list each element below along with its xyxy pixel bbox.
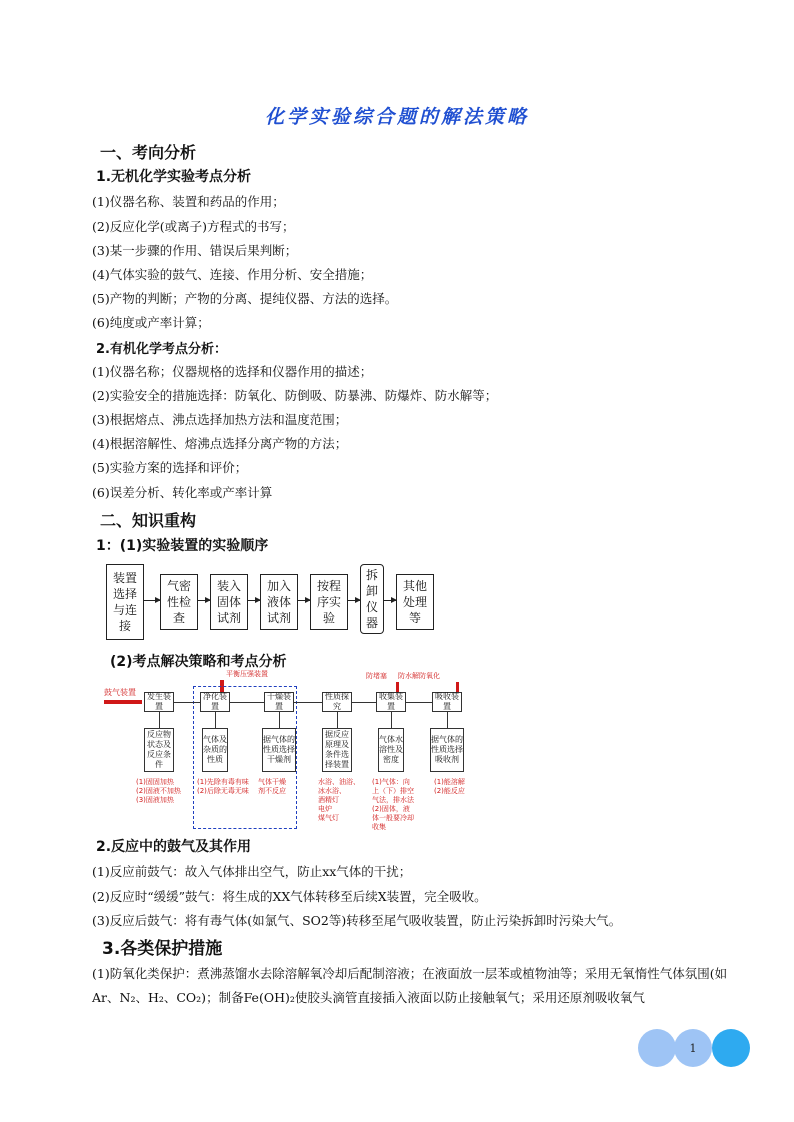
- note: 气体干燥 剂不反应: [258, 778, 286, 795]
- note: 水浴、油浴、 冰水浴、 酒精灯 电炉 煤气灯: [318, 778, 360, 822]
- list-item: (6)误差分析、转化率或产率计算: [92, 485, 273, 500]
- list-item: (3)根据熔点、沸点选择加热方法和温度范围；: [92, 412, 348, 427]
- label-backflow: 防堵塞: [366, 672, 387, 680]
- flow-arrow: [384, 600, 396, 601]
- list-item: (1)仪器名称；仪器规格的选择和仪器作用的描述；: [92, 364, 373, 379]
- label-pressure: 平衡压强装置: [226, 670, 268, 678]
- note: (1)气体：向 上（下）排空 气法，排水法 (2)固体，液 体一般要冷却 收集: [372, 778, 414, 831]
- sub1-heading: 1.无机化学实验考点分析: [96, 169, 252, 185]
- flow-step: 按程序实验: [310, 574, 348, 630]
- sub4-heading: 3.各类保护措施: [102, 939, 223, 959]
- connector: [230, 702, 264, 703]
- connector: [294, 702, 322, 703]
- list-item: (1)反应前鼓气：故入气体排出空气，防止xx气体的干扰；: [92, 864, 412, 879]
- detail-box: 据反应原理及条件选择装置: [322, 728, 352, 772]
- section1-heading: 一、考向分析: [100, 143, 197, 162]
- connector: [279, 712, 280, 728]
- connector: [447, 712, 448, 728]
- paragraph: (1)防氧化类保护：煮沸蒸馏水去除溶解氧冷却后配制溶液；在液面放一层苯或植物油等；采用无氧惰性气体氛围(如Ar、N₂、H₂、CO₂)；制备Fe(OH)₂使胶头滴管直接插入液面以防止接触氧气；采用还原剂吸收氧气: [92, 966, 728, 1005]
- list-item: (5)实验方案的选择和评价；: [92, 460, 248, 475]
- list-item: (4)根据溶解性、熔沸点选择分离产物的方法；: [92, 436, 348, 451]
- flow-arrow: [348, 600, 360, 601]
- list-item: (5)产物的判断；产物的分离、提纯仪器、方法的选择。: [92, 291, 398, 306]
- connector: [391, 712, 392, 728]
- flow-step: 拆卸仪器: [360, 564, 384, 634]
- label-antioxidation: 防水解防氧化: [398, 672, 440, 680]
- list-item: (2)实验安全的措施选择：防氧化、防倒吸、防暴沸、防爆炸、防水解等；: [92, 388, 498, 403]
- list-item: (1)仪器名称、装置和药品的作用；: [92, 194, 285, 209]
- connector: [159, 712, 160, 728]
- label-input: 鼓气装置: [104, 688, 136, 697]
- sub-heading-strategy: (2)考点解决策略和考点分析: [110, 654, 287, 670]
- list-item: (2)反应时“缓缓”鼓气：将生成的XX气体转移至后续X装置，完全吸收。: [92, 889, 487, 904]
- node-collection: 收集装置: [376, 692, 406, 712]
- list-item: (6)纯度或产率计算；: [92, 315, 210, 330]
- strategy-flowchart: [104, 672, 484, 832]
- node-drying: 干燥装置: [264, 692, 294, 712]
- page-indicator: [638, 1029, 750, 1067]
- section2-heading: 二、知识重构: [100, 511, 197, 530]
- flow-arrow: [198, 600, 210, 601]
- node-generation: 发生装置: [144, 692, 174, 712]
- detail-box: 据气体的性质选择吸收剂: [430, 728, 464, 772]
- flow-step: 装入固体试剂: [210, 574, 248, 630]
- list-item: (2)反应化学(或离子)方程式的书写；: [92, 219, 295, 234]
- flow-step: 气密性检查: [160, 574, 198, 630]
- red-arrow-icon: [456, 682, 459, 692]
- detail-box: 反应物状态及反应条件: [144, 728, 174, 772]
- connector: [406, 702, 432, 703]
- connector: [337, 712, 338, 728]
- sub3-heading: 2.反应中的鼓气及其作用: [96, 839, 252, 855]
- sequence-flowchart: [104, 560, 444, 640]
- flow-arrow: [144, 600, 160, 601]
- node-absorption: 吸收装置: [432, 692, 462, 712]
- list-item: (3)反应后鼓气：将有毒气体(如氯气、SO2等)转移至尾气吸收装置，防止污染拆卸时污染大气。: [92, 913, 622, 928]
- decor-circle: [638, 1029, 676, 1067]
- detail-box: 气体及杂质的性质: [202, 728, 228, 772]
- connector: [215, 712, 216, 728]
- page-number: 1: [674, 1029, 712, 1067]
- flow-step: 加入液体试剂: [260, 574, 298, 630]
- node-property: 性质探究: [322, 692, 352, 712]
- note: (1)能溶解 (2)能反应: [434, 778, 465, 795]
- connector: [174, 702, 200, 703]
- detail-box: 据气体的性质选择干燥剂: [262, 728, 296, 772]
- decor-circle: [712, 1029, 750, 1067]
- red-arrow-icon: [396, 682, 399, 692]
- flow-step: 其他处理等: [396, 574, 434, 630]
- flow-arrow: [298, 600, 310, 601]
- sub2-heading: 2.有机化学考点分析：: [96, 342, 227, 357]
- flow-arrow: [248, 600, 260, 601]
- connector: [352, 702, 376, 703]
- note: (1)固固加热 (2)固液不加热 (3)固液加热: [136, 778, 181, 804]
- detail-box: 气体水溶性及密度: [378, 728, 404, 772]
- sub-heading-sequence: 1：(1)实验装置的实验顺序: [96, 538, 269, 554]
- document-title: 化学实验综合题的解法策略: [264, 106, 529, 128]
- list-item: (4)气体实验的鼓气、连接、作用分析、安全措施；: [92, 267, 373, 282]
- node-purification: 净化装置: [200, 692, 230, 712]
- red-input-arrow-icon: [104, 700, 142, 704]
- flow-step: 装置选择与连接: [106, 564, 144, 640]
- note: (1)先除有毒有味 (2)后除无毒无味: [197, 778, 249, 795]
- list-item: (3)某一步骤的作用、错误后果判断；: [92, 243, 298, 258]
